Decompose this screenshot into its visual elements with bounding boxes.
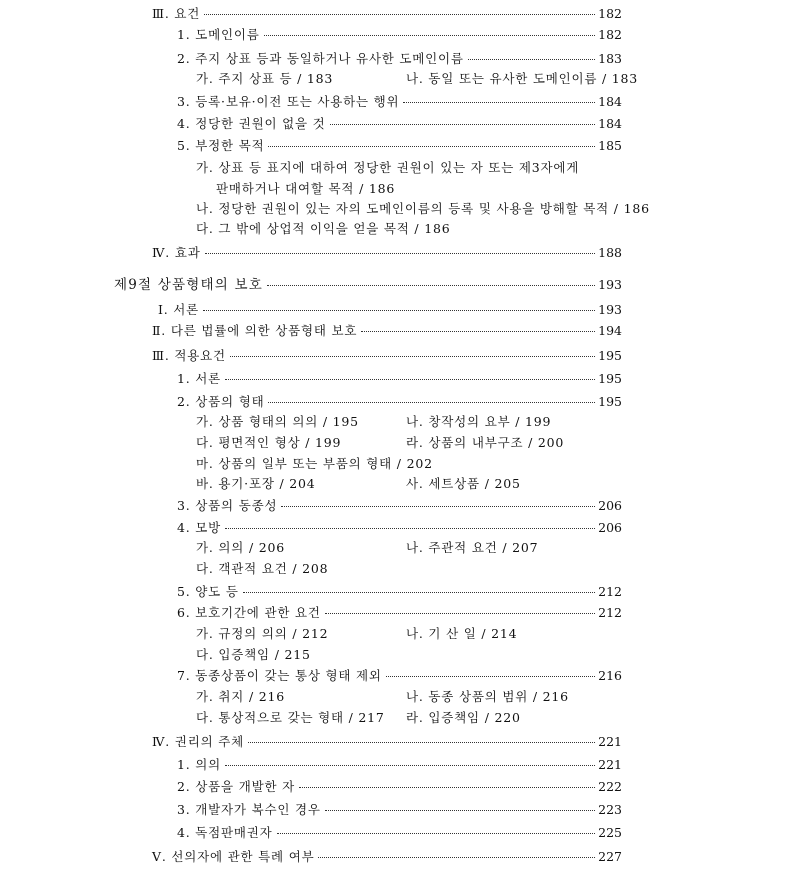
toc-title: 5. 양도 등 [177, 584, 239, 599]
leader-dots [268, 402, 595, 403]
leader-dots [386, 676, 595, 677]
toc-title: 3. 상품의 동종성 [177, 498, 278, 513]
toc-page: 183 [598, 51, 622, 66]
toc-subentry[interactable]: 다. 객관적 요건 / 208 [196, 561, 329, 576]
toc-entry[interactable] [152, 848, 622, 866]
toc-subentry[interactable]: 나. 동일 또는 유사한 도메인이름 / 183 [406, 71, 639, 86]
leader-dots [267, 285, 595, 286]
toc-title: 1. 서론 [177, 371, 222, 386]
toc-entry-part3[interactable] [152, 5, 622, 23]
leader-dots [225, 528, 595, 529]
toc-entry[interactable] [177, 115, 622, 133]
toc-page: 182 [598, 27, 622, 42]
leader-dots [325, 810, 595, 811]
toc-entry[interactable] [177, 50, 622, 68]
toc-subentry[interactable]: 마. 상품의 일부 또는 부품의 형태 / 202 [196, 456, 433, 471]
toc-page: 212 [598, 605, 622, 620]
toc-entry[interactable] [177, 667, 622, 685]
leader-dots [268, 146, 595, 147]
toc-page: 225 [598, 825, 622, 840]
toc-title: 2. 상품을 개발한 자 [177, 779, 295, 794]
toc-subentry[interactable]: 사. 세트상품 / 205 [406, 476, 521, 491]
toc-entry[interactable] [177, 393, 622, 411]
leader-dots [318, 857, 595, 858]
toc-entry[interactable] [177, 824, 622, 842]
toc-title: 2. 상품의 형태 [177, 394, 265, 409]
toc-subentry[interactable]: 가. 주지 상표 등 / 183 [196, 71, 334, 86]
toc-entry[interactable] [177, 519, 622, 537]
toc-title: 3. 개발자가 복수인 경우 [177, 802, 321, 817]
leader-dots [299, 787, 595, 788]
toc-page: 195 [598, 371, 622, 386]
toc-page: 194 [598, 323, 622, 338]
toc-page: 193 [598, 302, 622, 317]
toc-subentry[interactable]: 다. 그 밖에 상업적 이익을 얻을 목적 / 186 [196, 221, 451, 236]
leader-dots [361, 331, 595, 332]
toc-subentry[interactable]: 가. 상표 등 표지에 대하여 정당한 권원이 있는 자 또는 제3자에게 [196, 160, 580, 175]
leader-dots [281, 506, 595, 507]
toc-entry[interactable] [158, 301, 622, 319]
toc-title: 2. 주지 상표 등과 동일하거나 유사한 도메인이름 [177, 51, 464, 66]
toc-entry[interactable] [152, 733, 622, 751]
toc-page: 184 [598, 116, 622, 131]
toc-title: 4. 모방 [177, 520, 222, 535]
toc-subentry[interactable]: 나. 주관적 요건 / 207 [406, 540, 539, 555]
toc-title: 4. 독점판매권자 [177, 825, 273, 840]
leader-dots [330, 124, 596, 125]
toc-page: 182 [598, 6, 622, 21]
toc-entry[interactable] [177, 801, 622, 819]
toc-subentry[interactable]: 가. 상품 형태의 의의 / 195 [196, 414, 359, 429]
toc-title: Ⅲ. 적용요건 [152, 348, 226, 363]
leader-dots [204, 14, 595, 15]
toc-title: Ⅰ. 서론 [158, 302, 200, 317]
toc-title: 3. 등록·보유·이전 또는 사용하는 행위 [177, 94, 400, 109]
toc-subentry[interactable]: 다. 평면적인 형상 / 199 [196, 435, 342, 450]
toc-entry[interactable] [177, 137, 622, 155]
toc-section-9[interactable] [114, 276, 622, 294]
toc-subentry[interactable]: 나. 동종 상품의 범위 / 216 [406, 689, 569, 704]
toc-entry[interactable] [177, 497, 622, 515]
leader-dots [264, 35, 595, 36]
toc-title: 4. 정당한 권원이 없을 것 [177, 116, 326, 131]
toc-title: 6. 보호기간에 관한 요건 [177, 605, 321, 620]
toc-page: 227 [598, 849, 622, 864]
leader-dots [205, 253, 595, 254]
toc-page: 221 [598, 757, 622, 772]
toc-subentry[interactable]: 가. 의의 / 206 [196, 540, 285, 555]
leader-dots [403, 102, 595, 103]
toc-subentry[interactable]: 다. 통상적으로 갖는 형태 / 217 [196, 710, 385, 725]
toc-entry[interactable] [152, 347, 622, 365]
leader-dots [230, 356, 595, 357]
toc-page: 223 [598, 802, 622, 817]
toc-page: 184 [598, 94, 622, 109]
toc-page: 221 [598, 734, 622, 749]
toc-title: Ⅳ. 효과 [152, 245, 201, 260]
toc-page: 188 [598, 245, 622, 260]
toc-entry[interactable] [177, 583, 622, 601]
toc-page: 195 [598, 394, 622, 409]
toc-title: Ⅳ. 권리의 주체 [152, 734, 244, 749]
toc-title: Ⅴ. 선의자에 관한 특례 여부 [152, 849, 315, 864]
toc-title: 1. 도메인이름 [177, 27, 260, 42]
toc-subentry[interactable]: 가. 규정의 의의 / 212 [196, 626, 329, 641]
toc-page: 212 [598, 584, 622, 599]
toc-page: 206 [598, 498, 622, 513]
toc-entry[interactable] [177, 26, 622, 44]
toc-page: 193 [598, 277, 622, 292]
toc-subentry[interactable]: 라. 입증책임 / 220 [406, 710, 521, 725]
leader-dots [243, 592, 595, 593]
toc-subentry[interactable]: 라. 상품의 내부구조 / 200 [406, 435, 565, 450]
toc-page: 216 [598, 668, 622, 683]
toc-subentry[interactable]: 나. 창작성의 요부 / 199 [406, 414, 552, 429]
toc-entry-part4[interactable] [152, 244, 622, 262]
toc-title: Ⅲ. 요건 [152, 6, 201, 21]
toc-page: 206 [598, 520, 622, 535]
toc-entry[interactable] [177, 756, 622, 774]
leader-dots [248, 742, 595, 743]
toc-subentry-continued: 판매하거나 대여할 목적 / 186 [216, 181, 396, 196]
toc-entry[interactable] [177, 778, 622, 796]
toc-entry[interactable] [177, 93, 622, 111]
section-title: 제9절 상품형태의 보호 [114, 277, 263, 293]
leader-dots [225, 765, 595, 766]
leader-dots [225, 379, 595, 380]
toc-subentry[interactable]: 가. 취지 / 216 [196, 689, 285, 704]
toc-page: 185 [598, 138, 622, 153]
toc-entry[interactable] [152, 322, 622, 340]
toc-title: 7. 동종상품이 갖는 통상 형태 제외 [177, 668, 382, 683]
toc-subentry[interactable]: 바. 용기·포장 / 204 [196, 476, 316, 491]
toc-subentry[interactable]: 나. 정당한 권원이 있는 자의 도메인이름의 등록 및 사용을 방해할 목적 / 186 [196, 201, 650, 216]
toc-title: 5. 부정한 목적 [177, 138, 265, 153]
toc-entry[interactable] [177, 370, 622, 388]
toc-title: 1. 의의 [177, 757, 222, 772]
leader-dots [468, 59, 595, 60]
toc-page: 195 [598, 348, 622, 363]
leader-dots [325, 613, 595, 614]
toc-page: 222 [598, 779, 622, 794]
toc-subentry[interactable]: 나. 기 산 일 / 214 [406, 626, 518, 641]
toc-subentry[interactable]: 다. 입증책임 / 215 [196, 647, 311, 662]
toc-title: Ⅱ. 다른 법률에 의한 상품형태 보호 [152, 323, 358, 338]
leader-dots [277, 833, 595, 834]
toc-entry[interactable] [177, 604, 622, 622]
leader-dots [203, 310, 595, 311]
